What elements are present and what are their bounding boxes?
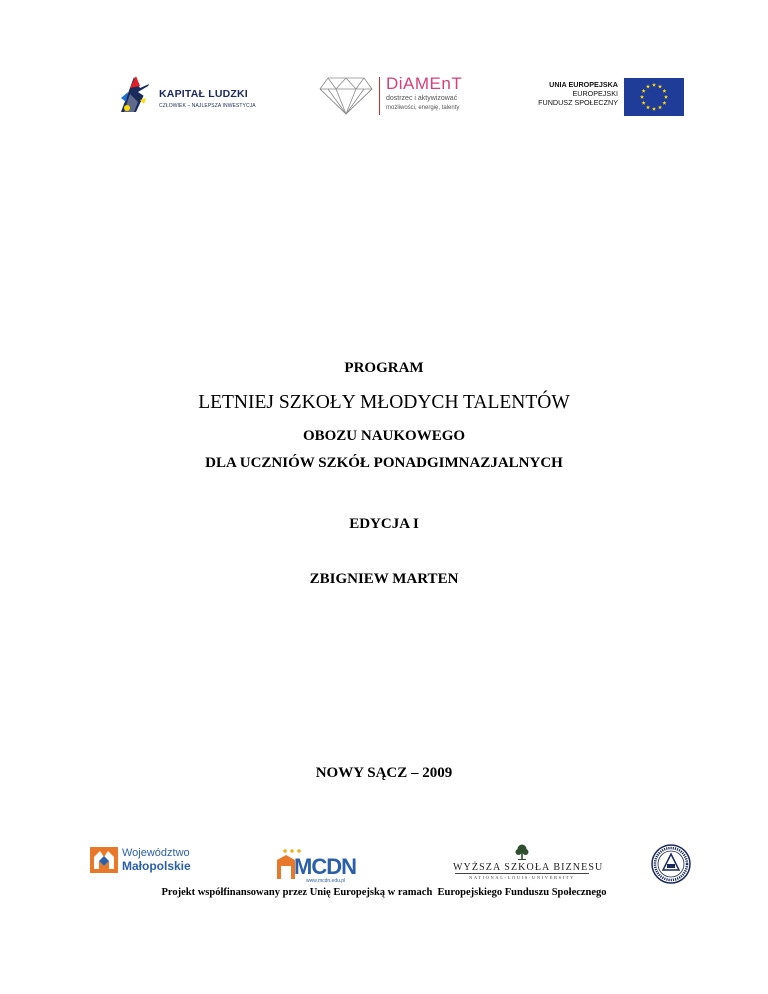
diament-divider	[379, 77, 380, 115]
document-title: LETNIEJ SZKOŁY MŁODYCH TALENTÓW	[198, 392, 570, 413]
footer-note: Projekt współfinansowany przez Unię Europejską w ramach Europejskiego Funduszu Społecznego	[161, 887, 607, 898]
ue-line1: UNIA EUROPEJSKA	[549, 80, 618, 89]
place-date: NOWY SĄCZ – 2009	[315, 765, 453, 781]
program-label: PROGRAM	[344, 360, 424, 376]
diament-logo	[318, 74, 478, 118]
kapital-ludzki-logo	[118, 72, 263, 118]
wojewodztwo-line2: Małopolskie	[122, 859, 191, 873]
author-name: ZBIGNIEW MARTEN	[309, 571, 459, 587]
document-subtitle-1: OBOZU NAUKOWEGO	[302, 428, 466, 444]
kapital-ludzki-emblem-icon	[118, 72, 154, 116]
wsb-divider	[455, 873, 589, 874]
document-subtitle-2: DLA UCZNIÓW SZKÓŁ PONADGIMNAZJALNYCH	[205, 455, 563, 471]
unia-europejska-logo	[528, 78, 684, 118]
mcdn-logo	[276, 848, 360, 884]
ue-line3: FUNDUSZ SPOŁECZNY	[538, 98, 618, 107]
wsb-title: WYŻSZA SZKOŁA BIZNESU	[453, 862, 604, 873]
wsb-subtitle: NATIONAL-LOUIS-UNIVERSITY	[469, 875, 575, 880]
mcdn-name: MCDN	[294, 854, 356, 879]
kapital-ludzki-subtitle: CZŁOWIEK – NAJLEPSZA INWESTYCJA	[159, 103, 256, 109]
mcdn-building-icon	[276, 854, 296, 880]
mcdn-url: www.mcdn.edu.pl	[306, 878, 346, 884]
diamond-icon	[318, 74, 374, 116]
wsb-logo	[453, 844, 604, 880]
university-seal-icon	[651, 844, 691, 884]
diament-line1: dostrzec i aktywizować	[386, 95, 458, 102]
kapital-ludzki-title: KAPITAŁ LUDZKI	[159, 88, 248, 100]
tree-icon	[515, 844, 529, 860]
wojewodztwo-malopolskie-logo	[90, 846, 210, 876]
wojewodztwo-line1: Województwo	[122, 847, 190, 859]
eu-flag-icon	[624, 78, 684, 116]
malopolska-emblem-icon	[90, 847, 118, 873]
edition-label: EDYCJA I	[349, 516, 419, 532]
ue-line2: EUROPEJSKI	[572, 89, 618, 98]
diament-title: DiAMEnT	[386, 74, 463, 93]
diament-line2: możliwości, energię, talenty	[386, 105, 460, 111]
nlu-seal-logo	[651, 844, 691, 884]
